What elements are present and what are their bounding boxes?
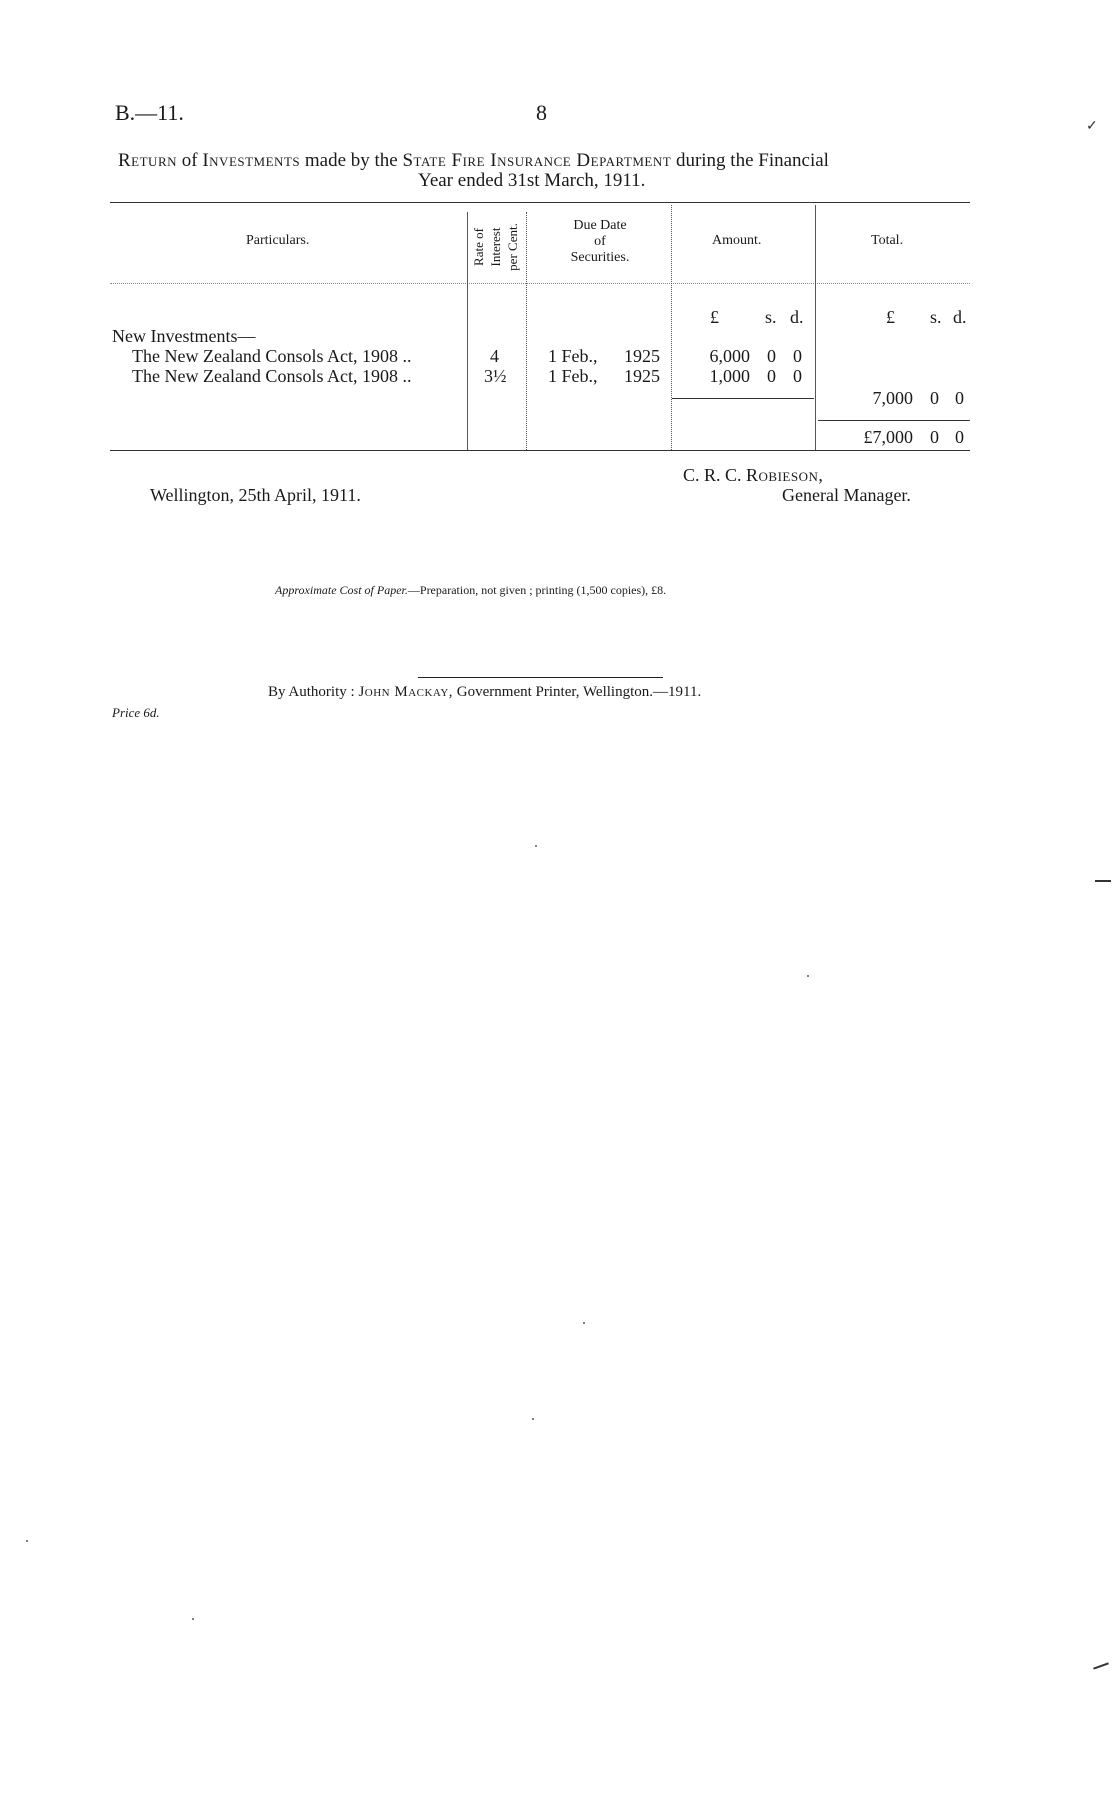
header-due-date [540,218,660,266]
margin-mark [1095,880,1111,882]
scan-speck [535,845,537,847]
total-pound-unit: £ [886,307,895,327]
header-rate [470,215,524,279]
title-investments-word: Investments [202,150,301,171]
row-amount-pounds: 6,000 [709,346,750,366]
header-particulars: Particulars. [246,233,310,248]
price-label: Price 6d. [112,705,160,720]
grand-total-pence: 0 [955,427,964,447]
row-amount-shillings: 0 [767,366,776,386]
title-tail: during the Financial [675,150,829,171]
printer-tail: Government Printer, Wellington.—1911. [456,684,702,700]
cost-text: —Preparation, not given ; printing (1,500 copies), £8. [407,583,667,597]
signatory-title: General Manager. [782,485,911,505]
row-particulars: The New Zealand Consols Act, 1908 .. [132,366,412,386]
amount-pence-unit: d. [790,307,804,327]
header-rate-line: Interest [488,227,503,267]
header-rate-line: per Cent. [505,223,520,271]
signatory-name [683,465,823,486]
grand-total-shillings: 0 [930,427,939,447]
row-rate: 4 [490,346,499,366]
row-amount-shillings: 0 [767,346,776,366]
title-made-by: made by the [304,150,398,171]
column-divider [815,205,816,450]
column-divider [671,205,672,450]
scan-speck [532,1418,534,1420]
signatory-surname: Robieson, [746,465,824,485]
scan-speck [807,975,809,977]
row-particulars: The New Zealand Consols Act, 1908 .. [132,346,412,366]
amount-sum-rule [672,398,814,399]
subtotal-pence: 0 [955,388,964,408]
section-label: New Investments— [112,326,256,346]
row-rate: 3½ [484,366,507,386]
scan-speck [26,1540,28,1542]
page-number: 8 [536,100,547,125]
scan-speck [192,1618,194,1620]
header-amount: Amount. [712,233,762,248]
row-due-year: 1925 [624,366,660,386]
title-of: of [181,150,198,171]
row-due-day-month: 1 Feb., [548,366,598,386]
header-rate-line: Rate of [471,228,486,266]
signatory-initials: C. R. C. [683,465,742,485]
column-divider [467,212,468,450]
cost-note [275,583,666,598]
row-amount-pounds: 1,000 [709,366,750,386]
printer-name: John Mackay, [358,684,454,700]
title-return-word: Return [118,150,178,171]
table-top-rule [110,202,970,203]
row-due-day-month: 1 Feb., [548,346,598,366]
header-due-date-line: Due Date [573,218,627,233]
grand-total-pounds: £7,000 [863,427,913,447]
cost-label: Approximate Cost of Paper. [275,583,408,597]
scan-speck [583,1322,585,1324]
authority-line [268,684,701,701]
table-bottom-rule [110,450,970,451]
total-pence-unit: d. [953,307,967,327]
header-due-date-line: of [594,234,606,249]
page-subtitle: Year ended 31st March, 1911. [418,170,646,191]
footer-divider [418,677,663,678]
place-date: Wellington, 25th April, 1911. [150,485,361,505]
column-divider [526,212,527,450]
header-due-date-line: Securities. [570,250,630,265]
margin-mark [1093,1662,1109,1669]
total-sum-rule [818,420,970,421]
row-amount-pence: 0 [793,346,802,366]
total-shillings-unit: s. [930,307,942,327]
amount-pound-unit: £ [710,307,719,327]
row-due-year: 1925 [624,346,660,366]
table-header-rule [110,283,970,284]
amount-shillings-unit: s. [765,307,777,327]
document-reference: B.—11. [115,100,184,125]
header-total: Total. [871,233,904,248]
subtotal-shillings: 0 [930,388,939,408]
title-department: State Fire Insurance Department [402,150,672,171]
row-amount-pence: 0 [793,366,802,386]
margin-mark: ✓ [1086,119,1098,134]
page-title [118,150,978,172]
authority-prefix: By Authority : [268,684,355,700]
subtotal-pounds: 7,000 [872,388,913,408]
